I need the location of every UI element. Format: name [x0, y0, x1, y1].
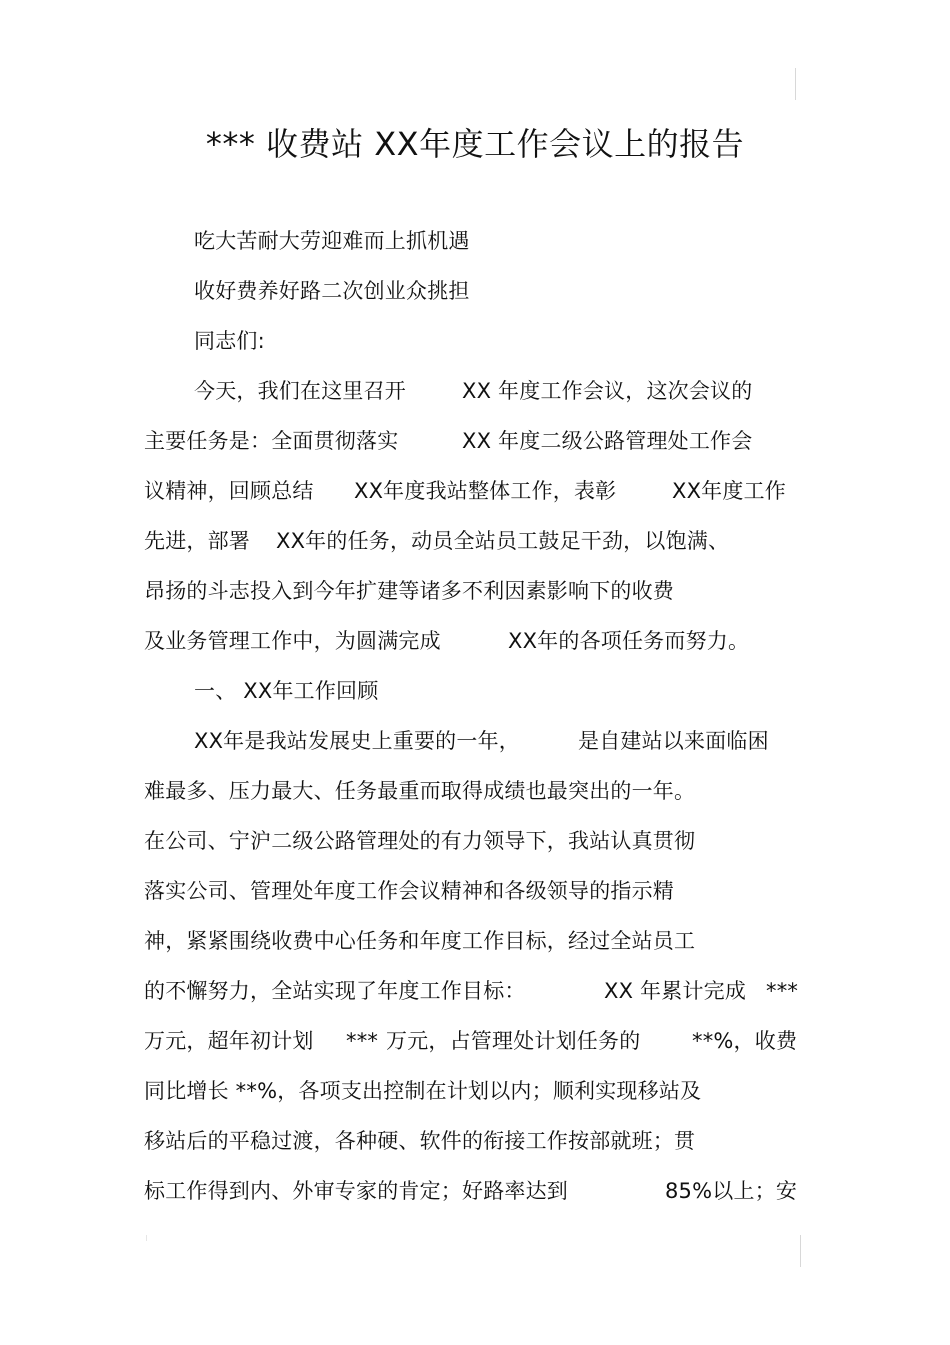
- paragraph-line: [0, 1066, 950, 1116]
- text-segment: XX 年度工作会议，这次会议的: [462, 379, 753, 403]
- text-segment: 及业务管理工作中，为圆满完成: [144, 629, 441, 653]
- text-segment: XX年的任务，动员全站员工鼓足干劲，以饱满、: [276, 529, 730, 553]
- paragraph-line: [0, 816, 950, 866]
- salutation: [0, 316, 950, 366]
- text-segment: XX 年累计完成: [604, 979, 747, 1003]
- text-segment: 是自建站以来面临困: [578, 729, 769, 753]
- text-segment: XX年度我站整体工作，表彰: [354, 479, 617, 503]
- paragraph-line: [0, 616, 950, 666]
- text-segment: 一、 XX年工作回顾: [194, 679, 379, 703]
- text-segment: 同比增长 **%，各项支出控制在计划以内；顺利实现移站及: [144, 1079, 702, 1103]
- paragraph-line: [0, 866, 950, 916]
- document-title: *** 收费站 XX年度工作会议上的报告: [205, 125, 745, 163]
- text-segment: 85%以上；安: [665, 1179, 798, 1203]
- document-body: [0, 216, 950, 1216]
- paragraph-line: [0, 1116, 950, 1166]
- paragraph-line: [0, 766, 950, 816]
- text-segment: 落实公司、管理处年度工作会议精神和各级领导的指示精: [144, 879, 674, 903]
- page-corner-mark-bottom-left: [146, 1235, 147, 1241]
- text-segment: 移站后的平稳过渡，各种硬、软件的衔接工作按部就班；贯: [144, 1129, 696, 1153]
- text-segment: 主要任务是：全面贯彻落实: [144, 429, 399, 453]
- page-corner-mark-top-right: [795, 68, 796, 100]
- text-segment: 万元，占管理处计划任务的: [386, 1029, 641, 1053]
- text-segment: 在公司、宁沪二级公路管理处的有力领导下，我站认真贯彻: [144, 829, 696, 853]
- section-heading: [0, 666, 950, 716]
- paragraph-line: [0, 1016, 950, 1066]
- paragraph-line: [0, 516, 950, 566]
- text-segment: 难最多、压力最大、任务最重而取得成绩也最突出的一年。: [144, 779, 696, 803]
- paragraph-line: [0, 366, 950, 416]
- motto-line-2: [0, 266, 950, 316]
- text-segment: **%，收费: [692, 1029, 798, 1053]
- text-segment: 吃大苦耐大劳迎难而上抓机遇: [194, 229, 470, 253]
- text-segment: 标工作得到内、外审专家的肯定；好路率达到: [144, 1179, 568, 1203]
- text-segment: XX年的各项任务而努力。: [508, 629, 750, 653]
- motto-line-1: [0, 216, 950, 266]
- paragraph-line: [0, 966, 950, 1016]
- text-segment: 昂扬的斗志投入到今年扩建等诸多不利因素影响下的收费: [144, 579, 674, 603]
- paragraph-line: [0, 916, 950, 966]
- paragraph-line: [0, 716, 950, 766]
- text-segment: XX年度工作: [672, 479, 786, 503]
- text-segment: 议精神，回顾总结: [144, 479, 314, 503]
- text-segment: 同志们:: [194, 329, 265, 353]
- page-corner-mark-bottom-right: [800, 1235, 801, 1267]
- paragraph-line: [0, 566, 950, 616]
- text-segment: ***: [346, 1029, 379, 1053]
- text-segment: ***: [766, 979, 799, 1003]
- text-segment: 万元，超年初计划: [144, 1029, 314, 1053]
- text-segment: 的不懈努力，全站实现了年度工作目标：: [144, 979, 526, 1003]
- text-segment: 先进，部署: [144, 529, 250, 553]
- paragraph-line: [0, 466, 950, 516]
- text-segment: 收好费养好路二次创业众挑担: [194, 279, 470, 303]
- text-segment: XX 年度二级公路管理处工作会: [462, 429, 753, 453]
- paragraph-line: [0, 1166, 950, 1216]
- text-segment: 神，紧紧围绕收费中心任务和年度工作目标，经过全站员工: [144, 929, 696, 953]
- text-segment: 今天，我们在这里召开: [194, 379, 406, 403]
- text-segment: XX年是我站发展史上重要的一年，: [194, 729, 520, 753]
- paragraph-line: [0, 416, 950, 466]
